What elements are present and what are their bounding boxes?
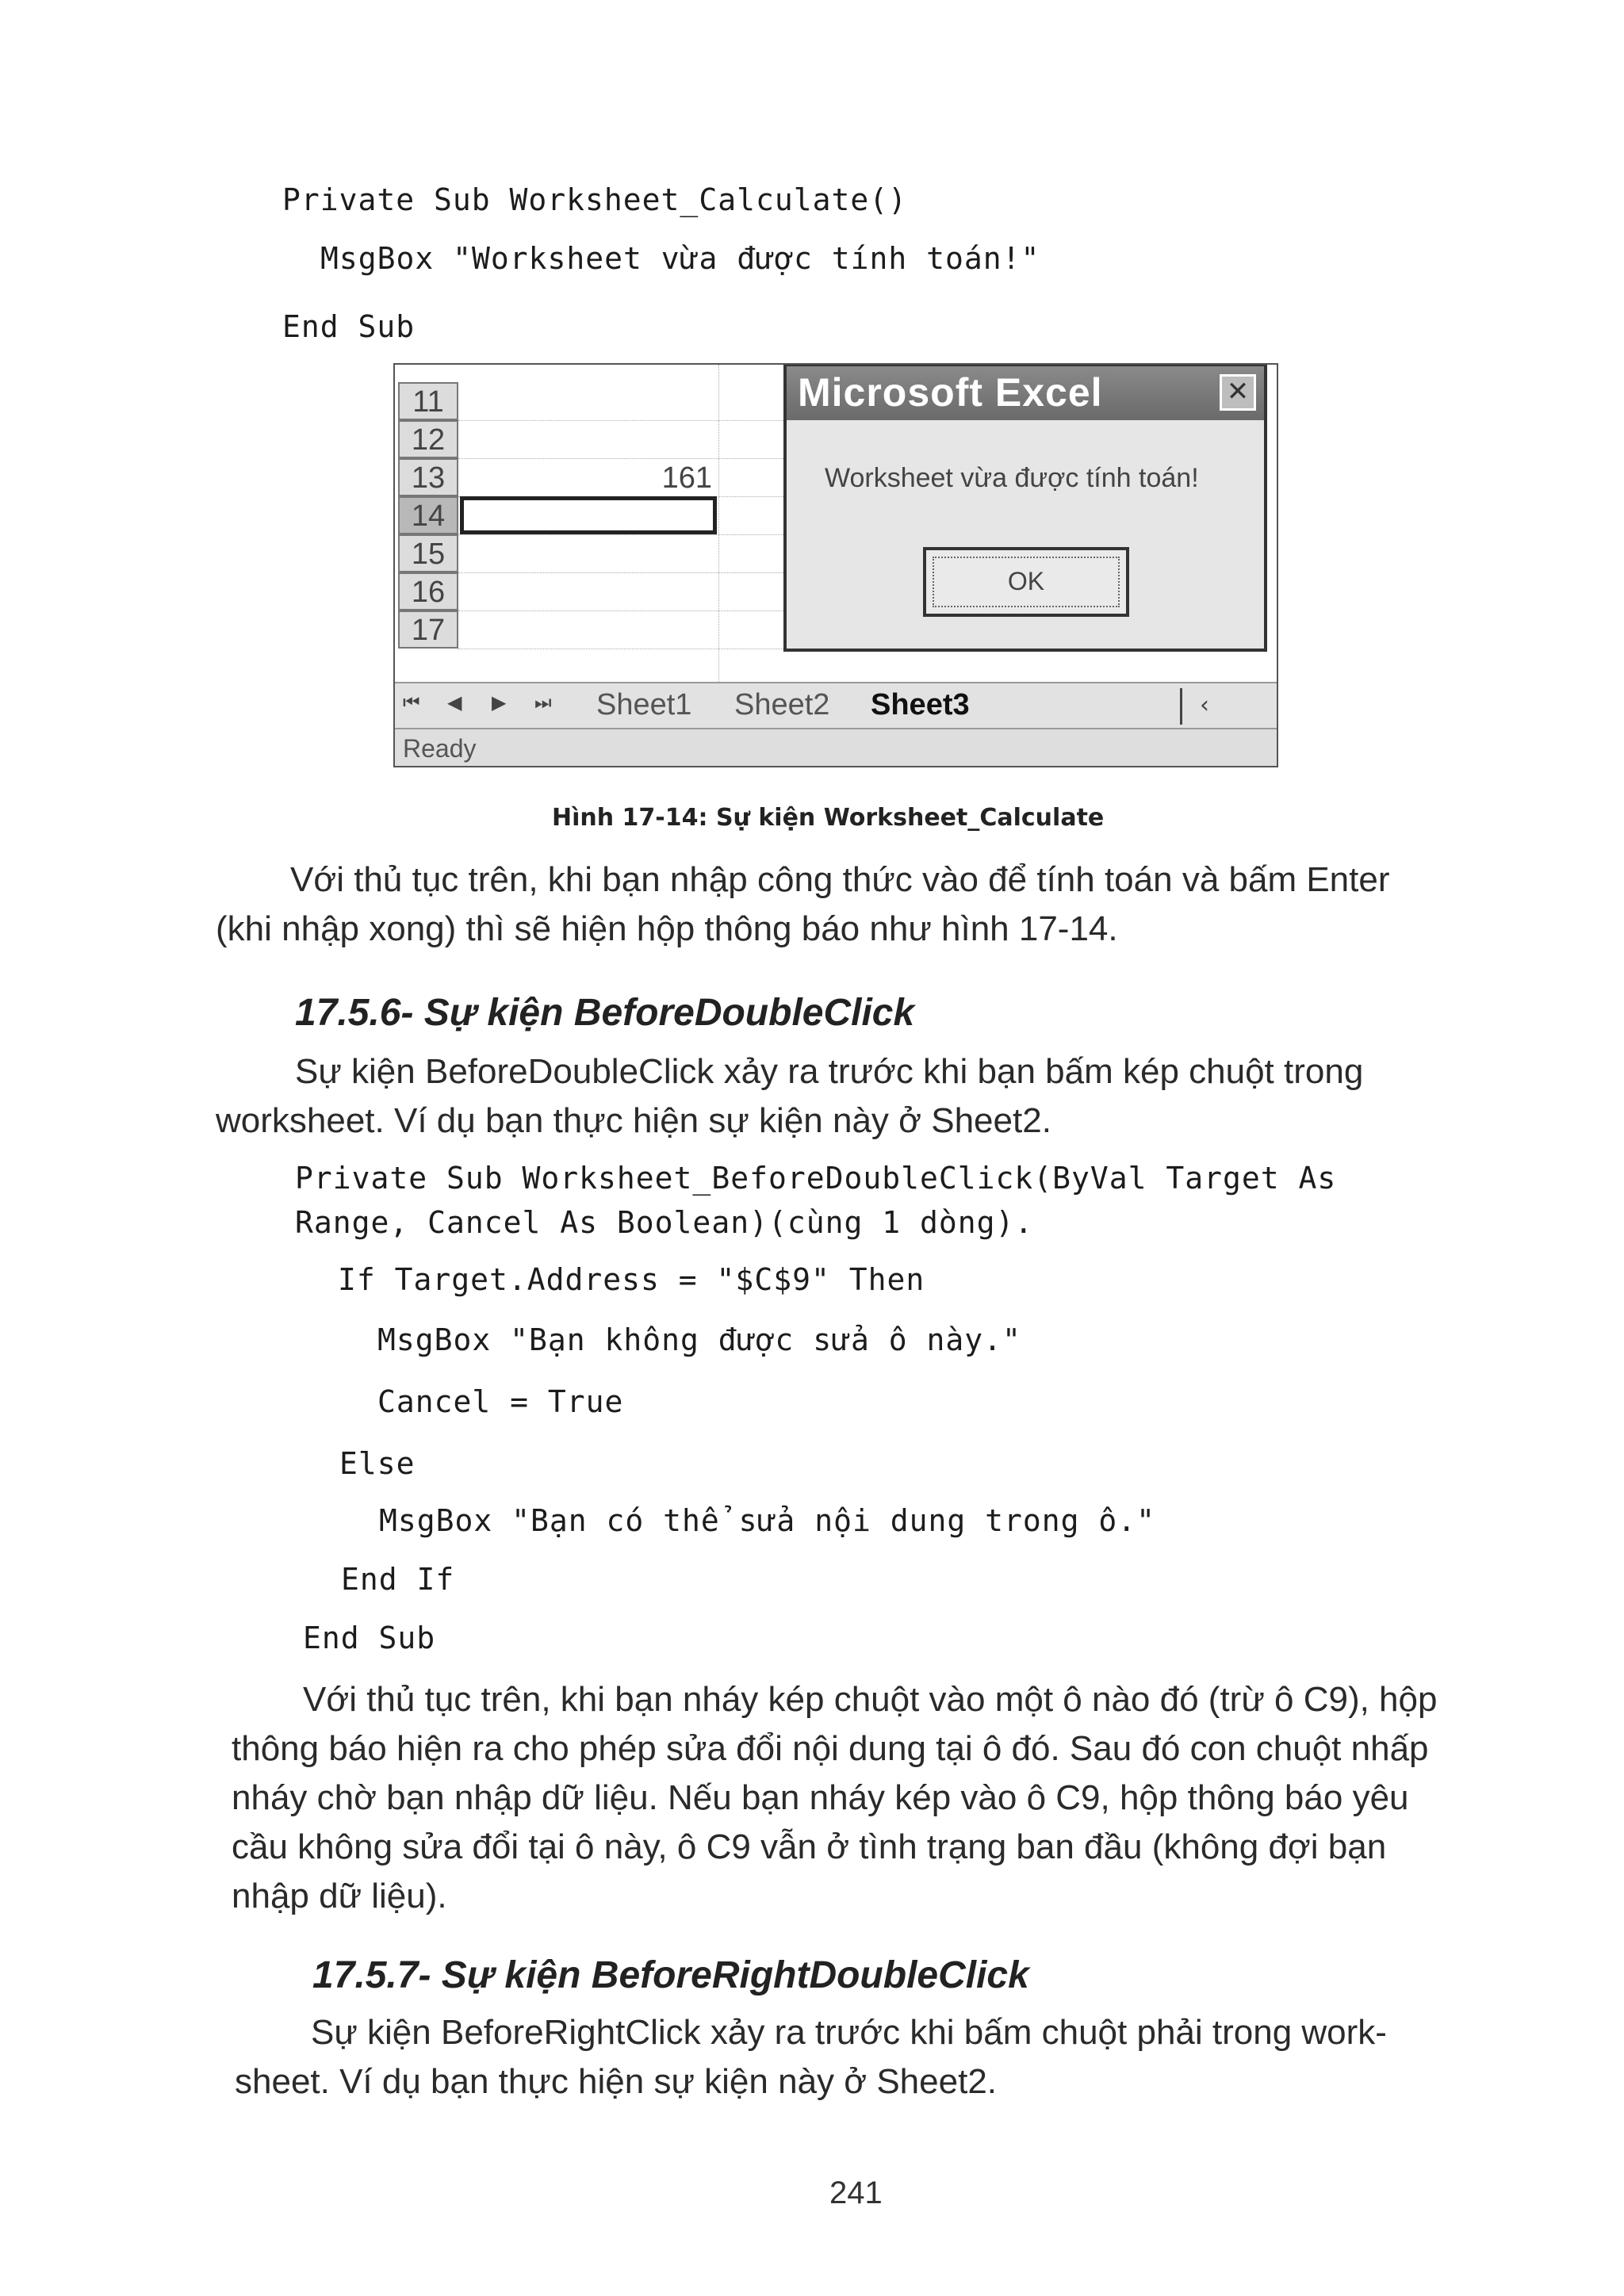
paragraph-line: Sự kiện BeforeRightClick xảy ra trước khi bấm chuột phải trong work- [311, 2013, 1387, 2052]
grid-line [458, 572, 791, 573]
close-icon[interactable]: ✕ [1220, 374, 1256, 411]
row-header: 11 [398, 382, 458, 420]
code-line: End If [341, 1562, 455, 1597]
row-header-selected: 14 [398, 496, 458, 534]
row-header: 13 [398, 458, 458, 496]
code-line: MsgBox "Bạn không được sửa ô này." [377, 1322, 1021, 1357]
excel-screenshot-figure [393, 363, 1278, 767]
active-cell[interactable] [460, 496, 717, 534]
code-line: Private Sub Worksheet_BeforeDoubleClick(ByVal Target As [295, 1161, 1337, 1196]
page-number: 241 [829, 2175, 883, 2210]
paragraph-line: Với thủ tục trên, khi bạn nhập công thức vào để tính toán và bấm Enter [290, 860, 1390, 899]
status-bar [395, 728, 1277, 767]
code-line: Private Sub Worksheet_Calculate() [282, 182, 907, 217]
paragraph-line: thông báo hiện ra cho phép sửa đổi nội dung tại ô đó. Sau đó con chuột nhấp [232, 1729, 1429, 1768]
status-text: Ready [403, 734, 477, 763]
message-dialog [783, 363, 1267, 652]
dialog-title: Microsoft Excel [798, 370, 1103, 415]
paragraph-line: (khi nhập xong) thì sẽ hiện hộp thông báo như hình 17-14. [216, 909, 1118, 948]
paragraph-line: Với thủ tục trên, khi bạn nháy kép chuột vào một ô nào đó (trừ ô C9), hộp [303, 1680, 1438, 1719]
cell-value: 161 [661, 461, 712, 495]
ok-button[interactable] [923, 547, 1129, 617]
section-heading: 17.5.6- Sự kiện BeforeDoubleClick [295, 992, 915, 1034]
grid-line [718, 365, 719, 682]
next-sheet-icon[interactable]: ▶ [492, 691, 507, 714]
section-heading: 17.5.7- Sự kiện BeforeRightDoubleClick [312, 1954, 1029, 1996]
grid-line [458, 420, 791, 421]
figure-caption: Hình 17-14: Sự kiện Worksheet_Calculate [552, 804, 1105, 832]
paragraph-line: sheet. Ví dụ bạn thực hiện sự kiện này ở Sheet2. [235, 2062, 998, 2101]
grid-line [458, 458, 791, 459]
code-line: If Target.Address = "$C$9" Then [338, 1262, 925, 1297]
code-line: MsgBox "Bạn có thể sửa nội dung trong ô." [379, 1503, 1155, 1538]
paragraph-line: Sự kiện BeforeDoubleClick xảy ra trước khi bạn bấm kép chuột trong [295, 1052, 1364, 1091]
last-sheet-icon[interactable]: ⏭ [534, 691, 552, 714]
grid-line [458, 610, 791, 611]
first-sheet-icon[interactable]: ⏮ [403, 691, 420, 714]
tab-sheet2[interactable]: Sheet2 [734, 688, 830, 721]
dialog-title-bar [787, 366, 1264, 420]
code-line: End Sub [282, 309, 416, 344]
row-header: 12 [398, 420, 458, 458]
code-line: Cancel = True [377, 1384, 624, 1419]
code-line: End Sub [303, 1621, 436, 1655]
dialog-message: Worksheet vừa được tính toán! [825, 463, 1199, 493]
row-header: 16 [398, 572, 458, 610]
code-line: Else [339, 1446, 416, 1481]
paragraph-line: nhập dữ liệu). [232, 1877, 447, 1915]
worksheet-grid [395, 365, 1277, 682]
code-line: MsgBox "Worksheet vừa được tính toán!" [320, 241, 1040, 276]
tab-sheet3[interactable]: Sheet3 [871, 688, 970, 721]
tab-sheet1[interactable]: Sheet1 [596, 688, 692, 721]
ok-button-label: OK [933, 557, 1120, 607]
prev-sheet-icon[interactable]: ◀ [447, 691, 462, 714]
scroll-left-icon[interactable]: ‹ [1180, 688, 1227, 725]
paragraph-line: worksheet. Ví dụ bạn thực hiện sự kiện này ở Sheet2. [216, 1101, 1051, 1140]
grid-line [458, 534, 791, 535]
row-header: 17 [398, 610, 458, 649]
paragraph-line: nháy chờ bạn nhập dữ liệu. Nếu bạn nháy kép vào ô C9, hộp thông báo yêu [232, 1778, 1409, 1817]
sheet-tab-bar [395, 682, 1277, 729]
paragraph-line: cầu không sửa đổi tại ô này, ô C9 vẫn ở tình trạng ban đầu (không đợi bạn [232, 1827, 1387, 1866]
row-header: 15 [398, 534, 458, 572]
code-line: Range, Cancel As Boolean)(cùng 1 dòng). [295, 1205, 1034, 1240]
